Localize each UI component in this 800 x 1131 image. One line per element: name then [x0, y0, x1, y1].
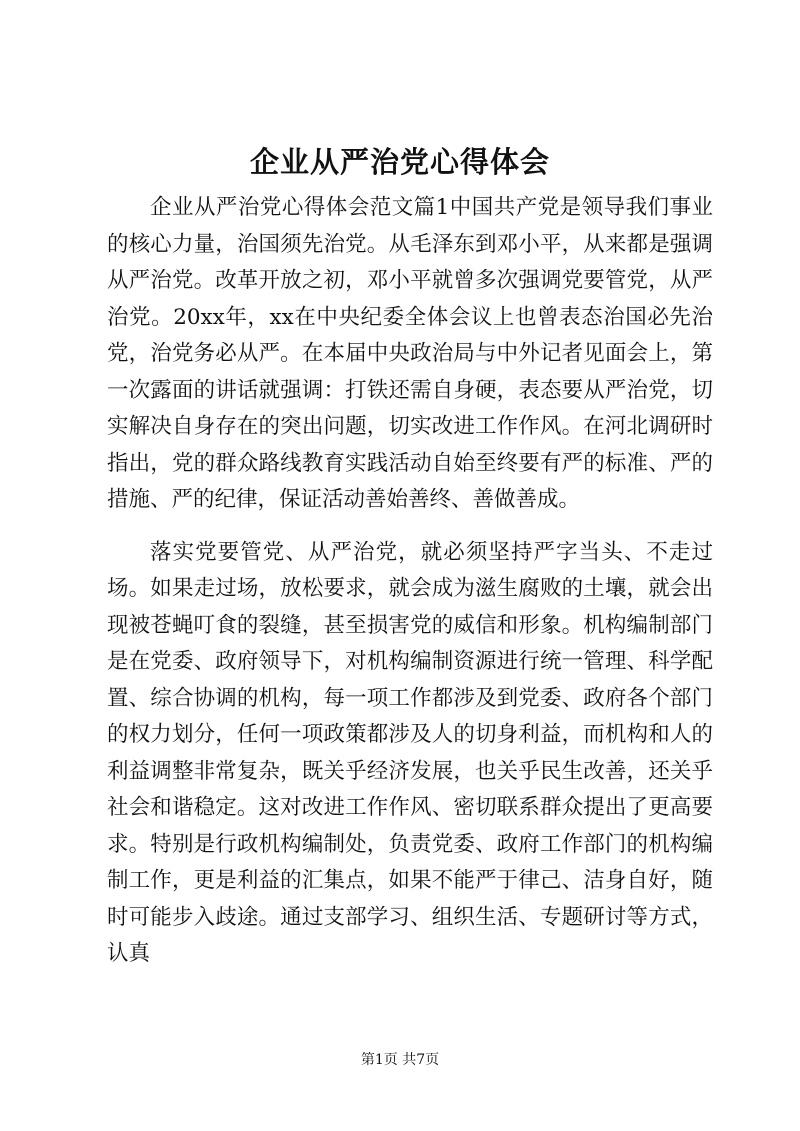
page-title: 企业从严治党心得体会 [249, 145, 550, 179]
document-body [107, 190, 713, 973]
paragraph-2: 落实党要管党、从严治党，就必须坚持严字当头、不走过场。如果走过场，放松要求，就会成为滋生腐败的土壤，就会出现被苍蝇叮食的裂缝，甚至损害党的威信和形象。机构编制部门是在党委、政府领导下，对机构编制资源进行统一管理、科学配置、综合协调的机构，每一项工作都涉及到党委、政府各个部门的权力划分，任何一项政策都涉及人的切身利益，而机构和人的利益调整非常复杂，既关乎经济发展，也关乎民生改善，还关乎社会和谐稳定。这对改进工作作风、密切联系群众提出了更高要求。特别是行政机构编制处，负责党委、政府工作部门的机构编制工作，更是利益的汇集点，如果不能严于律己、洁身自好，随时可能步入歧途。通过支部学习、组织生活、专题研讨等方式，认真 [107, 539, 713, 966]
paragraph-1: 企业从严治党心得体会范文篇1中国共产党是领导我们事业的核心力量，治国须先治党。从毛泽东到邓小平，从来都是强调从严治党。改革开放之初，邓小平就曾多次强调党要管党，从严治党。20xx年，xx在中央纪委全体会议上也曾表态治国必先治党，治党务必从严。在本届中央政治局与中外记者见面会上，第一次露面的讲话就强调：打铁还需自身硬，表态要从严治党，切实解决自身存在的突出问题，切实改进工作作风。在河北调研时指出，党的群众路线教育实践活动自始至终要有严的标准、严的措施、严的纪律，保证活动善始善终、善做善成。 [107, 195, 713, 512]
page-number-footer: 第1页 共7页 [360, 1052, 440, 1068]
